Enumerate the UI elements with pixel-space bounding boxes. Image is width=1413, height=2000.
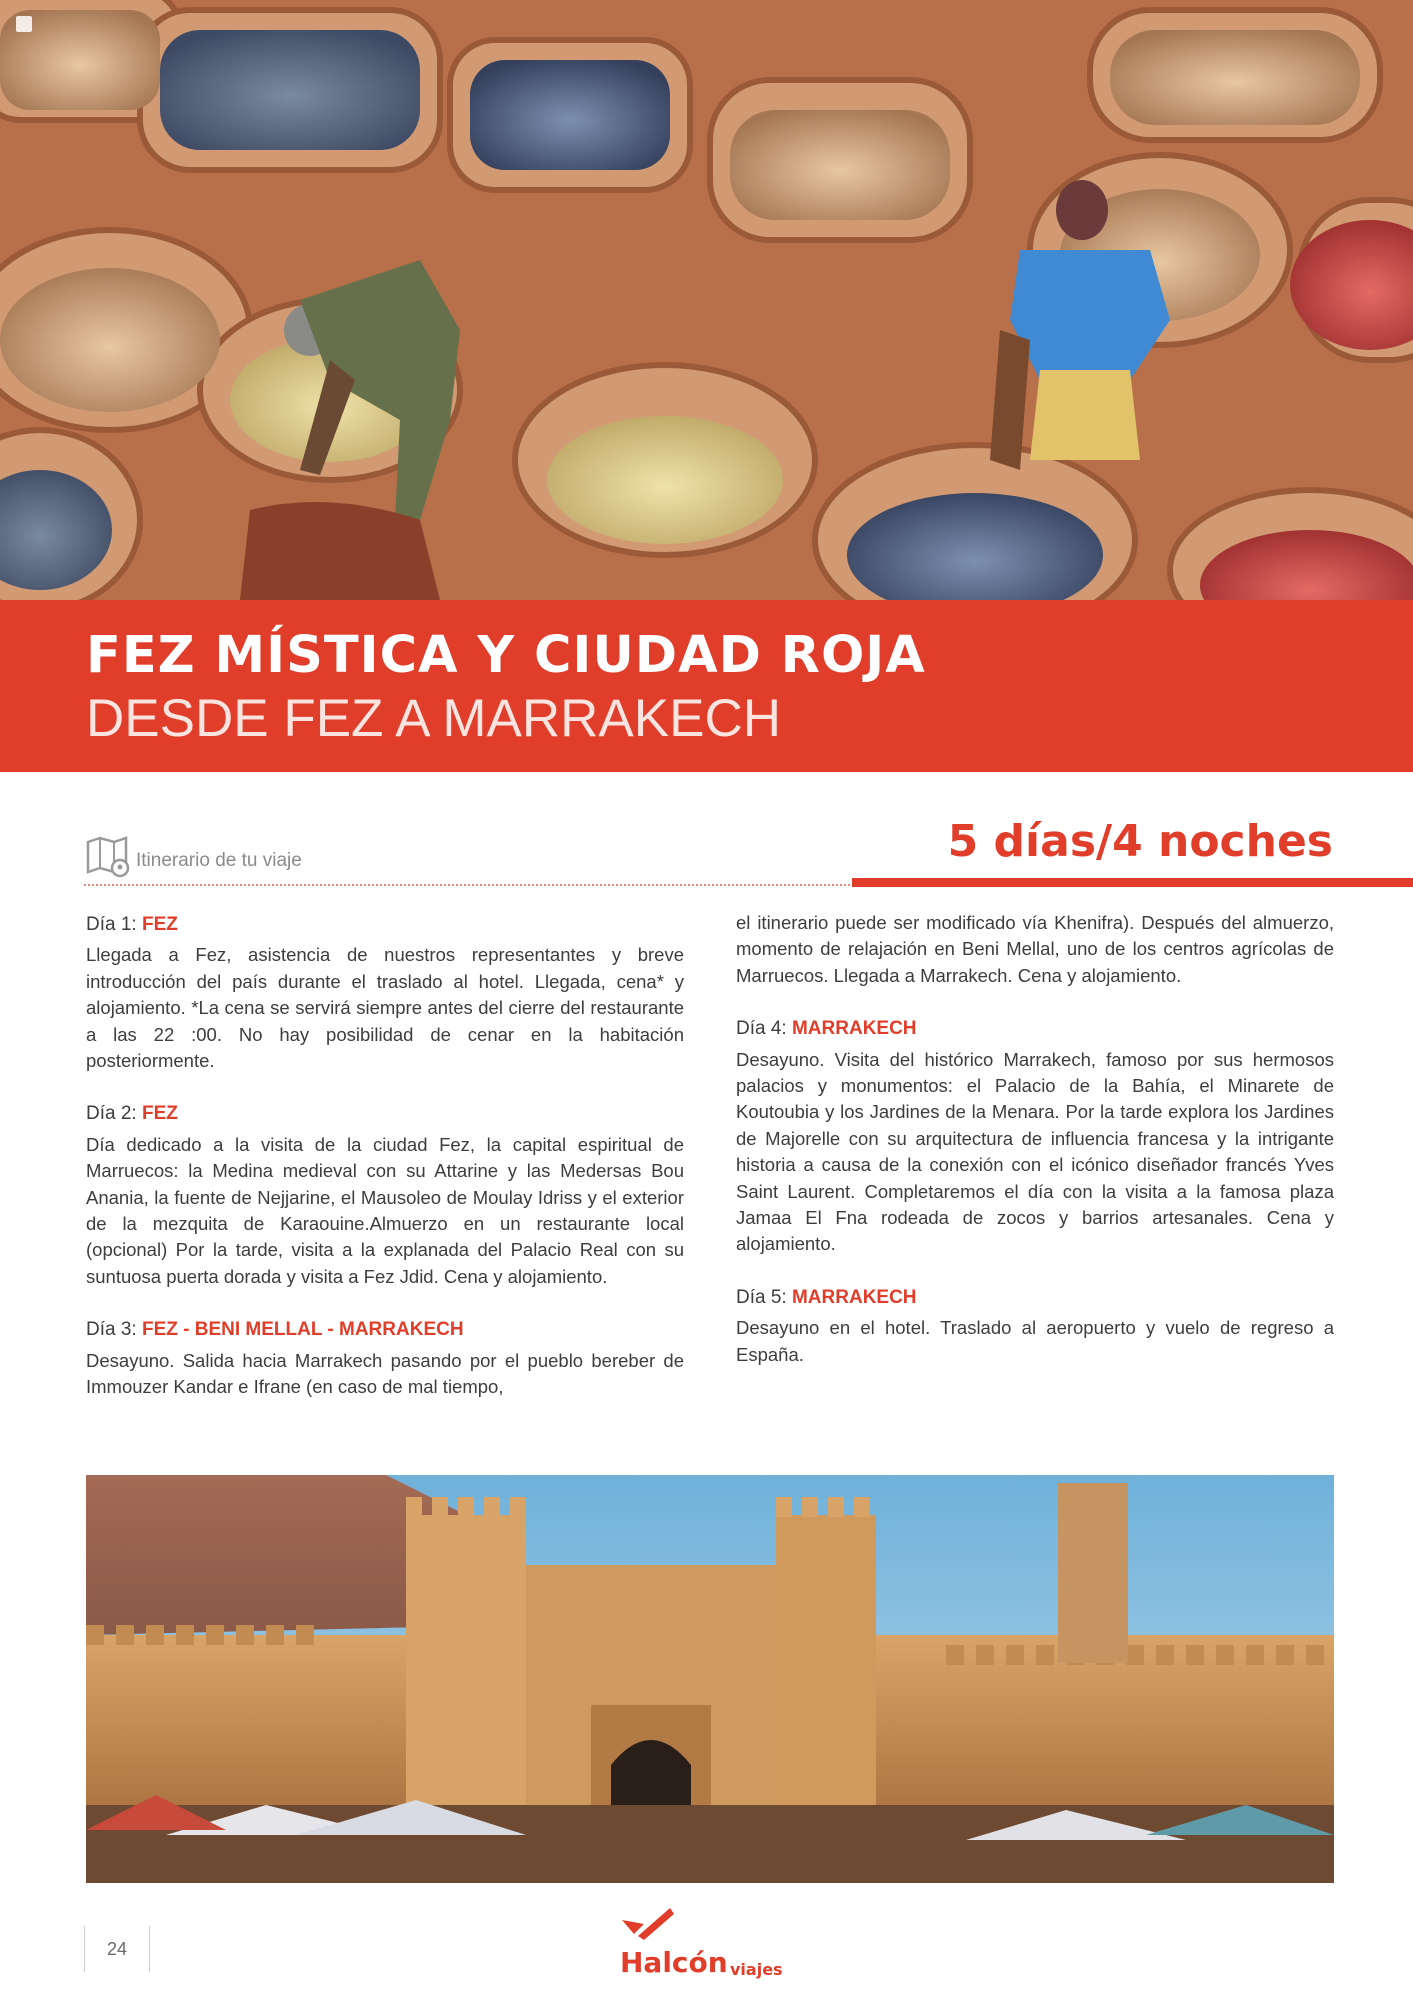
- itinerary-column-right: [736, 910, 1334, 1395]
- day-description: Llegada a Fez, asistencia de nuestros representantes y breve introducción del país durante el traslado al hotel. Llegada, cena* y alojamiento. *La cena se servirá siempre antes del cierre del restaurante a las 22 :00. No hay posibilidad de cenar en la habitación posteriormente.: [86, 944, 684, 1072]
- duration-underline: [852, 878, 1413, 887]
- day-description: el itinerario puede ser modificado vía Khenifra). Después del almuerzo, momento de relajación en Beni Mellal, uno de los centros agrícolas de Marruecos. Llegada a Marrakech. Cena y alojamiento.: [736, 912, 1334, 986]
- day-destination: FEZ - BENI MELLAL - MARRAKECH: [141, 1319, 464, 1341]
- day-destination: MARRAKECH: [791, 1286, 917, 1308]
- page-title: FEZ MÍSTICA Y CIUDAD ROJA: [86, 626, 926, 685]
- day-number: Día 5:: [736, 1286, 792, 1308]
- day-description: Desayuno. Salida hacia Marrakech pasando por el pueblo bereber de Immouzer Kandar e Ifrane (en caso de mal tiempo,: [86, 1349, 684, 1398]
- menu-icon: [16, 16, 32, 32]
- day-number: Día 4:: [736, 1018, 792, 1040]
- day-heading: [736, 1285, 1334, 1311]
- halcon-viajes-logo: [618, 1906, 798, 1988]
- page-number: 24: [84, 1926, 150, 1972]
- dotted-divider: [84, 884, 854, 886]
- hero-photo-tanneries: [0, 0, 1413, 600]
- day-heading: [736, 1016, 1334, 1042]
- itinerary-column-left: [86, 912, 684, 1428]
- day-heading: [86, 912, 684, 938]
- day-number: Día 3:: [86, 1319, 142, 1341]
- day-destination: FEZ: [141, 1103, 178, 1125]
- city-walls-illustration: [86, 1475, 1334, 1883]
- brand-checkmark-icon: [620, 1906, 676, 1940]
- page-subtitle: DESDE FEZ A MARRAKECH: [86, 689, 782, 748]
- day-5: [736, 1285, 1334, 1368]
- day-description: Desayuno. Visita del histórico Marrakech, famoso por sus hermosos palacios y monumentos: el Palacio de la Bahía, el Minarete de Koutoubia y los Jardines de la Menara. Por la tarde explora los Jardines de Majorelle con su arquitectura de influencia francesa y la intrigante historia a causa de la conexión con el icónico diseñador francés Yves Saint Laurent. Completaremos el día con la visita a la famosa plaza Jamaa El Fna rodeada de zocos y barrios artesanales. Cena y alojamiento.: [736, 1048, 1334, 1255]
- city-gate-photo: [86, 1475, 1334, 1883]
- trip-duration: 5 días/4 noches: [947, 816, 1333, 867]
- day-description: Día dedicado a la visita de la ciudad Fez, la capital espiritual de Marruecos: la Medina medieval con su Attarine y las Medersas Bou Anania, la fuente de Nejjarine, el Mausoleo de Moulay Idriss y el exterior de la mezquita de Karaouine.Almuerzo en un restaurante local (opcional) Por la tarde, visita a la explanada del Palacio Real con su suntuosa puerta dorada y visita a Fez Jdid. Cena y alojamiento.: [86, 1133, 684, 1287]
- day-4: [736, 1016, 1334, 1258]
- day-destination: FEZ: [141, 914, 178, 935]
- itinerary-label: Itinerario de tu viaje: [136, 850, 302, 871]
- tannery-illustration: [0, 0, 1413, 600]
- day-heading: [86, 1101, 684, 1127]
- title-banner: [0, 600, 1413, 772]
- brand-name: Halcón: [620, 1946, 728, 1979]
- map-icon: [84, 834, 130, 880]
- day-destination: MARRAKECH: [791, 1018, 917, 1040]
- day-2: [86, 1101, 684, 1290]
- day-heading: [86, 1317, 684, 1343]
- brand-suffix: viajes: [730, 1960, 783, 1979]
- day-3: [86, 1317, 684, 1400]
- day-number: Día 1:: [86, 914, 142, 935]
- day-description: Desayuno en el hotel. Traslado al aeropuerto y vuelo de regreso a España.: [736, 1317, 1334, 1365]
- day-1: [86, 912, 684, 1074]
- day-number: Día 2:: [86, 1103, 142, 1125]
- day-3-continued: [736, 910, 1334, 989]
